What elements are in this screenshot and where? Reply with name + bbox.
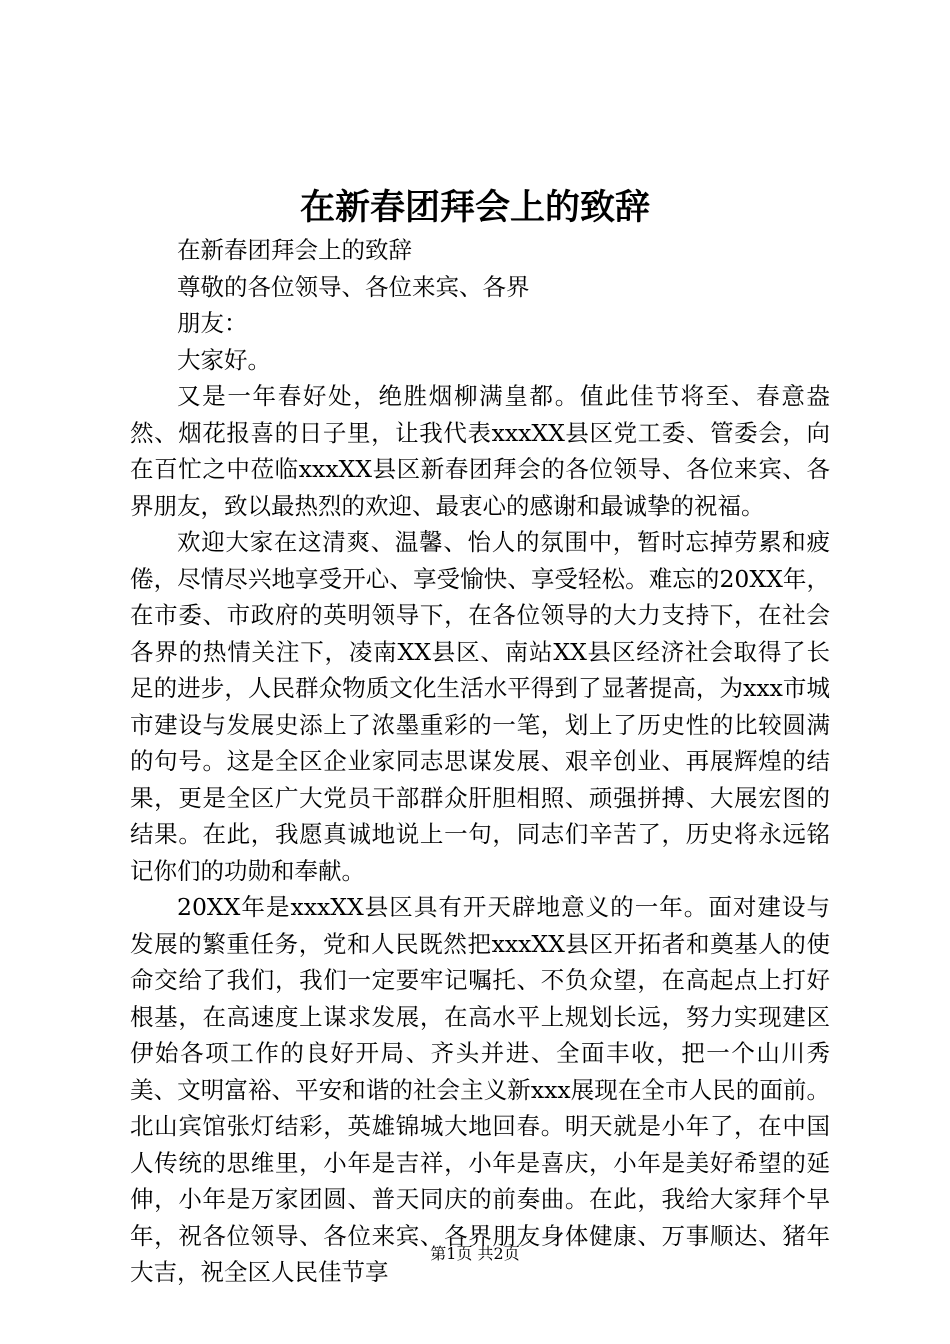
document-title: 在新春团拜会上的致辞 <box>299 187 650 228</box>
paragraph-salutation: 尊敬的各位领导、各位来宾、各界 <box>177 272 530 301</box>
page-footer: 第1页 共2页 <box>430 1244 520 1263</box>
paragraph-body: 又是一年春好处，绝胜烟柳满皇都。值此佳节将至、春意盎然、烟花报喜的日子里，让我代表xxxXX县区党工委、管委会，向在百忙之中莅临xxxXX县区新春团拜会的各位领导、各位来宾、各界朋友，致以最热烈的欢迎、最衷心的感谢和最诚挚的祝福。 <box>130 382 830 520</box>
paragraph-salutation-cont: 朋友： <box>177 309 248 337</box>
paragraph-subtitle: 在新春团拜会上的致辞 <box>177 236 412 264</box>
paragraph-greeting: 大家好。 <box>177 345 271 374</box>
paragraph-body: 欢迎大家在这清爽、温馨、怡人的氛围中，暂时忘掉劳累和疲倦，尽情尽兴地享受开心、享受愉快、享受轻松。难忘的20XX年，在市委、市政府的英明领导下，在各位领导的大力支持下，在社会各界的热情关注下，凌南XX县区、南站XX县区经济社会取得了长足的进步，人民群众物质文化生活水平得到了显著提高，为xxx市城市建设与发展史添上了浓墨重彩的一笔，划上了历史性的比较圆满的句号。这是全区企业家同志思谋发展、艰辛创业、再展辉煌的结果，更是全区广大党员干部群众肝胆相照、顽强拼搏、大展宏图的结果。在此，我愿真诚地说上一句，同志们辛苦了，历史将永远铭记你们的功勋和奉献。 <box>130 528 830 885</box>
paragraph-body: 20XX年是xxxXX县区具有开天辟地意义的一年。面对建设与发展的繁重任务，党和人民既然把xxxXX县区开拓者和奠基人的使命交给了我们，我们一定要牢记嘱托、不负众望，在高起点上打好根基，在高速度上谋求发展，在高水平上规划长远，努力实现建区伊始各项工作的良好开局、齐头并进、全面丰收，把一个山川秀美、文明富裕、平安和谐的社会主义新xxx展现在全市人民的面前。北山宾馆张灯结彩，英雄锦城大地回春。明天就是小年了，在中国人传统的思维里，小年是吉祥，小年是喜庆，小年是美好希望的延伸，小年是万家团圆、普天同庆的前奏曲。在此，我给大家拜个早年，祝各位领导、各位来宾、各界朋友身体健康、万事顺达、猪年大吉，祝全区人民佳节享 <box>130 893 830 1286</box>
document-body <box>130 232 830 1291</box>
